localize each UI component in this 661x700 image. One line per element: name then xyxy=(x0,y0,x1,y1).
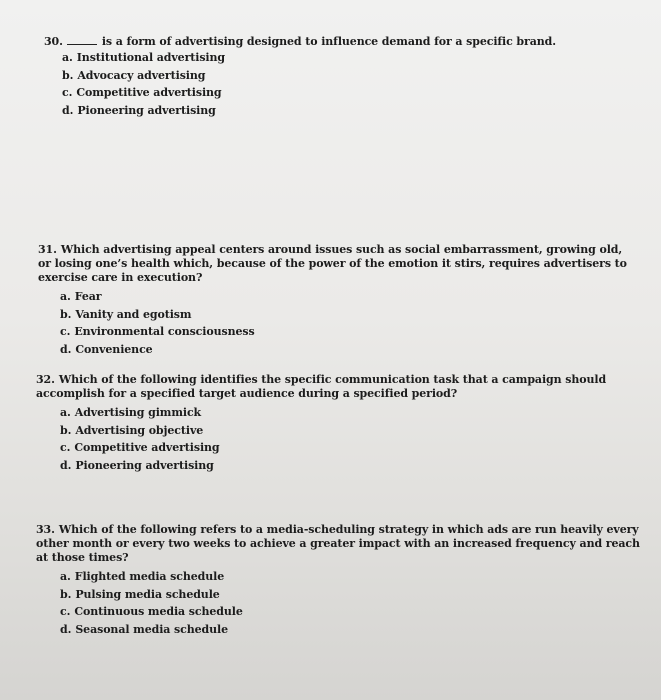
option-text: Advocacy advertising xyxy=(77,68,206,82)
question-32 xyxy=(0,373,661,474)
option-letter: d. xyxy=(62,103,74,117)
option-b xyxy=(62,67,661,85)
option-letter: c. xyxy=(62,86,73,99)
option-text: Advertising gimmick xyxy=(74,406,202,419)
option-b xyxy=(60,306,661,324)
answer-blank xyxy=(67,35,97,45)
question-text: is a form of advertising designed to influence demand for a specific brand. xyxy=(101,35,556,48)
option-letter: b. xyxy=(60,423,72,437)
option-a xyxy=(60,404,661,422)
question-text: Which of the following refers to a media-scheduling strategy in which ads are run heavily every other month or every two weeks to achieve a greater impact with an increased frequency and reach at those times? xyxy=(36,523,640,564)
option-letter: d. xyxy=(60,458,72,472)
answer-options xyxy=(0,404,661,474)
option-text: Seasonal media schedule xyxy=(75,622,228,636)
question-stem xyxy=(0,373,651,401)
question-stem xyxy=(0,243,638,285)
option-letter: d. xyxy=(60,622,72,636)
option-text: Vanity and egotism xyxy=(75,307,192,321)
option-text: Environmental consciousness xyxy=(74,325,255,338)
option-text: Pioneering advertising xyxy=(75,458,214,472)
option-d xyxy=(60,621,661,639)
option-a xyxy=(62,49,661,67)
option-letter: a. xyxy=(60,570,71,583)
question-number: 33. xyxy=(36,523,55,536)
option-letter: a. xyxy=(60,290,71,303)
option-text: Flighted media schedule xyxy=(74,570,225,583)
option-text: Competitive advertising xyxy=(76,86,222,99)
option-b xyxy=(60,586,661,604)
option-letter: c. xyxy=(60,441,71,454)
question-30 xyxy=(0,35,661,119)
question-stem xyxy=(0,35,661,49)
option-c xyxy=(60,603,661,621)
option-letter: b. xyxy=(60,307,72,321)
question-31 xyxy=(0,243,661,358)
option-d xyxy=(60,341,661,359)
option-a xyxy=(60,288,661,306)
answer-options xyxy=(0,49,661,119)
answer-options xyxy=(0,568,661,638)
option-letter: b. xyxy=(60,587,72,601)
option-c xyxy=(62,84,661,102)
option-text: Pioneering advertising xyxy=(77,103,216,117)
option-letter: d. xyxy=(60,342,72,356)
option-text: Continuous media schedule xyxy=(74,605,243,618)
option-letter: a. xyxy=(60,406,71,419)
question-number: 31. xyxy=(38,243,57,256)
option-c xyxy=(60,323,661,341)
option-text: Competitive advertising xyxy=(74,441,220,454)
option-letter: c. xyxy=(60,605,71,618)
option-a xyxy=(60,568,661,586)
answer-options xyxy=(0,288,661,358)
question-text: Which advertising appeal centers around issues such as social embarrassment, growing old, or losing one’s health which, because of the power of the emotion it stirs, requires advertisers to exercise care in execution? xyxy=(38,243,627,284)
option-letter: a. xyxy=(62,51,73,64)
option-d xyxy=(60,457,661,475)
option-text: Convenience xyxy=(75,342,153,356)
option-letter: c. xyxy=(60,325,71,338)
option-b xyxy=(60,422,661,440)
option-text: Pulsing media schedule xyxy=(75,587,220,601)
question-stem xyxy=(0,523,651,565)
question-text: Which of the following identifies the specific communication task that a campaign should accomplish for a specified target audience during a specified period? xyxy=(36,373,607,400)
option-text: Institutional advertising xyxy=(76,51,225,64)
question-number: 30. xyxy=(44,35,63,48)
option-letter: b. xyxy=(62,68,74,82)
option-text: Advertising objective xyxy=(75,423,204,437)
option-c xyxy=(60,439,661,457)
question-33 xyxy=(0,523,661,638)
question-number: 32. xyxy=(36,373,55,386)
option-d xyxy=(62,102,661,120)
option-text: Fear xyxy=(74,290,102,303)
